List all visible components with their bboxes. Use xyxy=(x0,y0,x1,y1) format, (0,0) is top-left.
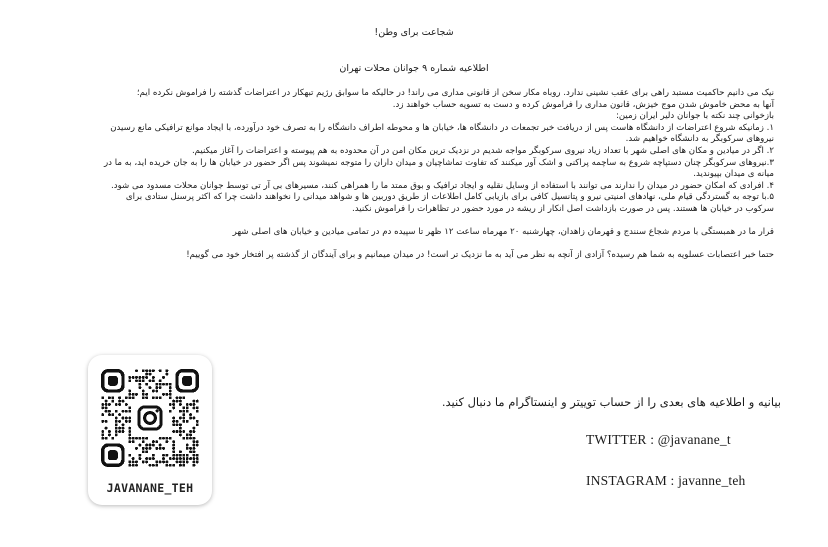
intro-line: نیک می دانیم حاکمیت مستبد راهی برای عقب نشینی ندارد. روباه مکار سخن از قانونی مداری می راند! در حالیکه ما سوابق رژیم تبهکار در اعتراضات گذشته را فراموش نکرده ایم؛ xyxy=(136,88,774,98)
closing-paragraph: حتما خبر اعتصابات عسلویه به شما هم رسیده؟ آزادی از آنچه به نظر می آید به ما نزدیک تر است! در میدان میمانیم و برای آیندگان از گذشته پر افتخار خود می گوییم! xyxy=(186,250,774,261)
point-item: ۲. اگر در میادین و مکان های اصلی شهر با تعداد زیاد نیروی سرکوبگر مواجه شدیم در نزدیک ترین مکان امن در آن محدوده به هم پیوسته و اعتراضات را آغاز میکنیم. xyxy=(191,145,774,156)
instagram-handle: INSTAGRAM : javanne_teh xyxy=(586,473,746,488)
instagram-logo-icon xyxy=(135,403,165,433)
announcement-body xyxy=(100,88,774,262)
rally-announcement: قرار ما در همبستگی با مردم شجاع سنندج و قهرمان زاهدان، چهارشنبه ۲۰ مهرماه ساعت ۱۲ ظهر تا سپیده دم در تمامی میادین و خیابان های اصلی شهر xyxy=(232,226,774,237)
announcement-heading: اطلاعیه شماره ۹ جوانان محلات تهران xyxy=(339,63,489,74)
point-item: ۵.با توجه به گستردگی قیام ملی، نهادهای امنیتی نیرو و پتانسیل کافی برای بازیابی کامل اطلاعات از طریق دوربین ها و شواهد میدانی را نخواهند داشت چرا که اکثر پرسنل ستادی برای سرکوب در خیابان ها هستند. پس در صورت بازداشت اصل انکار از ریشه در مورد حضور در تظاهرات را فراموش نکنید. xyxy=(125,192,774,214)
qr-card xyxy=(88,355,212,505)
point-item: ۱. زمانیکه شروع اعتراضات از دانشگاه هاست پس از دریافت خبر تجمعات در دانشگاه ها، خیابان ها و محوطه اطراف دانشگاه را به تصرف خود درآورده، با ایجاد موانع ترافیکی مانع رسیدن نیروهای سرکوبگر به دانشگاه خواهیم شد. xyxy=(110,122,774,145)
twitter-handle: TWITTER : @javanane_t xyxy=(586,432,731,447)
qr-code xyxy=(101,369,199,467)
follow-instructions: بیانیه و اطلاعیه های بعدی را از حساب توییتر و اینستاگرام ما دنبال کنید. xyxy=(441,395,781,409)
point-item: ۴. افرادی که امکان حضور در میدان را ندارند می توانند با استفاده از وسایل نقلیه و ایجاد ترافیک و بوق ممتد ما را همراهی کنند، مسیرهای بی آر تی توسط جوانان محلات مسدود می شود. xyxy=(111,180,774,191)
point-item: ۳.نیروهای سرکوبگر چنان دستپاچه شروع به ساچمه پراکنی و اشک آور میکنند که تفاوت تماشاچیان و میدان داران را متوجه نمیشوند پس اگر حضور در خیابان ها را به جان خریده اید، به ما در میانه ی میدان بپیوندید. xyxy=(104,157,774,180)
qr-handle-label: JAVANANE_TEH xyxy=(106,481,194,495)
intro-line: آنها به محض خاموش شدن موج خیزش، قانون مداری را فراموش کرده و دست به تسویه حساب خواهند زد. xyxy=(392,99,774,110)
page-title: شجاعت برای وطن! xyxy=(374,27,454,38)
points-heading: بازخوانی چند نکته با جوانان دلیر ایران زمین: xyxy=(616,111,774,122)
